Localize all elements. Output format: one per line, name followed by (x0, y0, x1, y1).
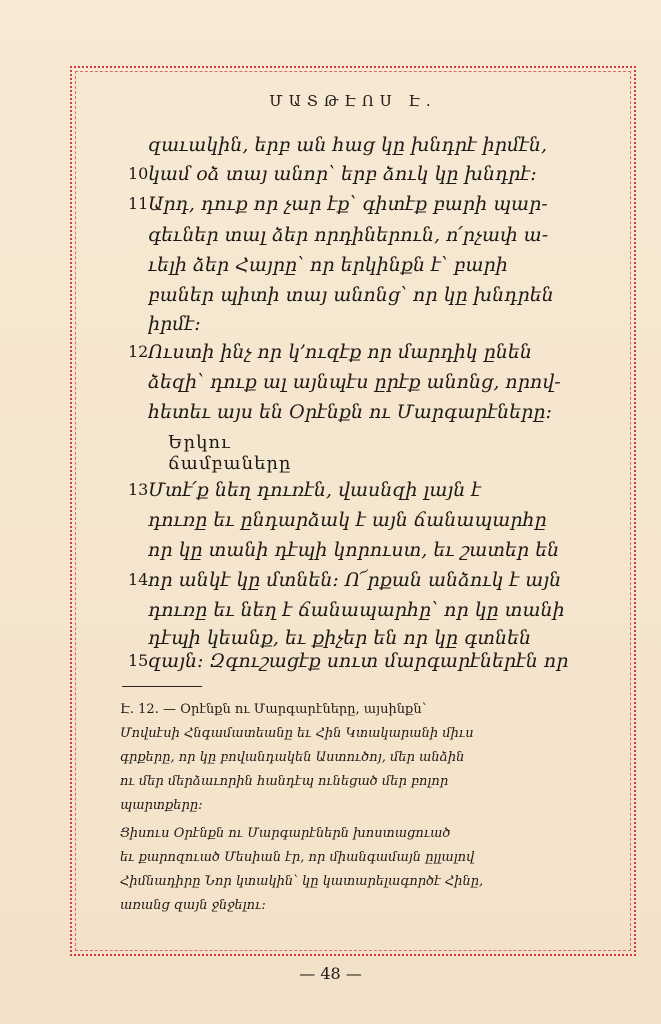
footnote-line: եւ քարոզուած Մեսիան էր, որ միանգամայն ըլլալով (120, 850, 475, 865)
running-head: ՄԱՏԹԷՈՍ Է. (269, 92, 437, 110)
text-line: դէպի կեանք, եւ քիչեր են որ կը գտնեն (148, 627, 532, 649)
section-heading: Երկու ճամբաները (168, 432, 292, 474)
footnote-line: պարտքերը։ (120, 798, 203, 813)
verse-number: 13 (128, 480, 149, 499)
text-line: իրմէ։ (148, 313, 201, 335)
text-line: գեւներ տալ ձեր որդիներուն, ո՛րչափ ա- (148, 224, 549, 246)
verse-number: 15 (128, 651, 149, 670)
footnote-line: Մովսէսի Հնգամատեանը եւ Հին Կտակարանի միւս (120, 726, 474, 741)
text-line: դուռը եւ նեղ է ճանապարհը՝ որ կը տանի (148, 599, 565, 621)
verse-number: 12 (128, 342, 149, 361)
footnote-line: Ցիսուս Օրէնքն ու Մարգարէներն խոստացուած (120, 826, 451, 841)
text-line: հետեւ այս են Օրէնքն ու Մարգարէները։ (148, 401, 552, 423)
text-line: բաներ պիտի տայ անոնց՝ որ կը խնդրեն (148, 284, 554, 306)
text-line: զայն։ Զգուշացէք սուտ մարգարէներէն որ (148, 650, 569, 672)
verse-number: 11 (128, 194, 149, 213)
text-line: որ կը տանի դէպի կորուստ, եւ շատեր են (148, 539, 560, 561)
text-line: ձեզի՝ դուք ալ այնպէս ըրէք անոնց, որով- (148, 371, 561, 393)
footnote-line: ու մեր մերձաւորին հանդէպ ունեցած մեր բոլոր (120, 774, 449, 789)
text-line: զաւակին, երբ ան հաց կը խնդրէ իրմէն, (148, 134, 548, 156)
text-line: դուռը եւ ընդարձակ է այն ճանապարհը (148, 509, 547, 531)
text-line: կամ օձ տայ անոր՝ երբ ձուկ կը խնդրէ։ (148, 163, 537, 185)
footnote-line: Է. 12. — Օրէնքն ու Մարգարէները, այսինքն՝ (120, 702, 427, 717)
page-number: — 48 — (299, 964, 362, 983)
text-line: Մտէ՛ք նեղ դուռէն, վասնզի լայն է (148, 479, 482, 501)
verse-number: 14 (128, 570, 149, 589)
text-line: որ անկէ կը մտնեն։ Ո՜րքան անձուկ է այն (148, 569, 562, 591)
footnote-line: Հիմնադիրը Նոր կտակին՝ կը կատարելագործէ Հինը, (120, 874, 484, 889)
text-line: Ուստի ինչ որ կ՚ուզէք որ մարդիկ ընեն (148, 341, 532, 363)
text-line: Արդ, դուք որ չար էք՝ գիտէք բարի պար- (148, 193, 548, 215)
footnote-rule (122, 686, 202, 687)
text-line: ւելի ձեր Հայրը՝ որ երկինքն է՝ բարի (148, 254, 508, 276)
footnote-line: առանց զայն ջնջելու։ (120, 898, 266, 913)
footnote-line: գրքերը, որ կը բովանդակեն Աստուծոյ, մեր անձին (120, 750, 465, 765)
verse-number: 10 (128, 164, 149, 183)
